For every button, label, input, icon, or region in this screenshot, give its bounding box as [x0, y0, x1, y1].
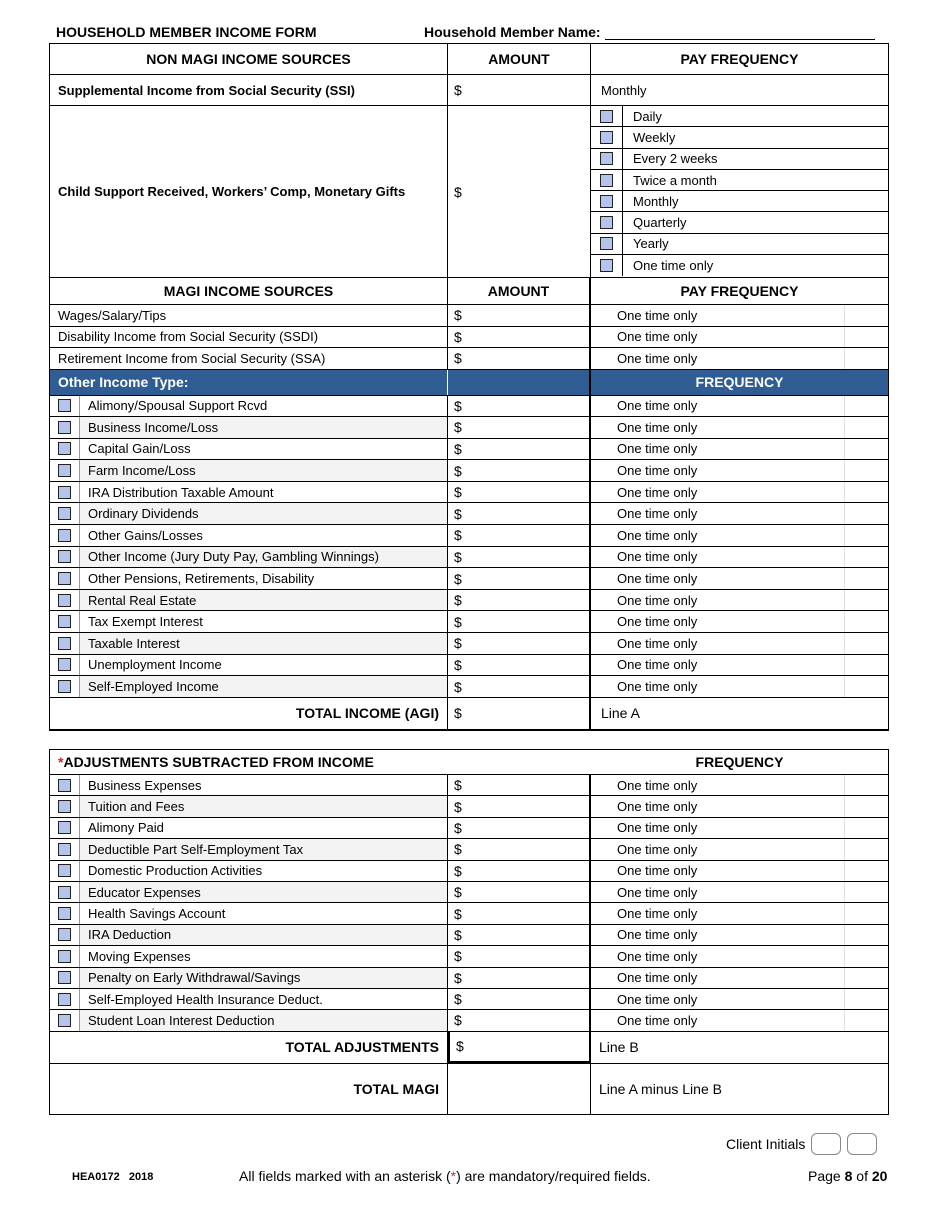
- other-income-frequency[interactable]: One time only: [617, 549, 698, 565]
- frequency-dropdown[interactable]: [844, 655, 888, 676]
- frequency-dropdown[interactable]: [844, 676, 888, 697]
- other-income-frequency[interactable]: One time only: [617, 463, 698, 479]
- adjustment-amount[interactable]: $: [448, 818, 591, 838]
- total-income-amount[interactable]: $: [448, 698, 591, 729]
- adjustment-frequency[interactable]: One time only: [617, 799, 698, 815]
- magi-label: Disability Income from Social Security (SSDI): [50, 327, 448, 348]
- other-income-amount[interactable]: $: [448, 482, 591, 503]
- other-income-amount[interactable]: $: [448, 525, 591, 546]
- other-income-label: IRA Distribution Taxable Amount: [88, 484, 274, 500]
- adjustment-row: [50, 839, 888, 860]
- adjustment-frequency[interactable]: One time only: [617, 777, 698, 793]
- frequency-dropdown[interactable]: [844, 633, 888, 654]
- frequency-dropdown[interactable]: [844, 1010, 888, 1030]
- form-title: HOUSEHOLD MEMBER INCOME FORM: [56, 24, 317, 40]
- other-income-frequency[interactable]: One time only: [617, 679, 698, 695]
- other-income-amount[interactable]: $: [448, 396, 591, 417]
- frequency-options: [591, 106, 888, 277]
- adjustment-frequency[interactable]: One time only: [617, 970, 698, 986]
- frequency-dropdown[interactable]: [844, 503, 888, 524]
- line-a-minus-b: Line A minus Line B: [599, 1080, 722, 1097]
- other-income-frequency[interactable]: One time only: [617, 657, 698, 673]
- child-support-label: Child Support Received, Workers’ Comp, Monetary Gifts: [50, 106, 448, 277]
- other-income-frequency[interactable]: One time only: [617, 635, 698, 651]
- adjustment-amount[interactable]: $: [448, 946, 591, 966]
- checkbox-icon[interactable]: [58, 821, 71, 834]
- adjustment-amount[interactable]: $: [448, 925, 591, 945]
- frequency-dropdown[interactable]: [844, 796, 888, 816]
- client-initials: [726, 1133, 877, 1155]
- other-income-row: [50, 439, 888, 461]
- frequency-dropdown[interactable]: [844, 925, 888, 945]
- other-income-label: Other Pensions, Retirements, Disability: [88, 571, 315, 587]
- adjustment-amount[interactable]: $: [448, 989, 591, 1009]
- total-income-label: TOTAL INCOME (AGI): [50, 698, 448, 729]
- frequency-dropdown[interactable]: [844, 525, 888, 546]
- other-income-frequency[interactable]: One time only: [617, 506, 698, 522]
- adjustment-amount[interactable]: $: [448, 775, 591, 795]
- checkbox-icon[interactable]: [58, 779, 71, 792]
- amount-header: AMOUNT: [448, 44, 591, 74]
- other-income-row: [50, 482, 888, 504]
- ssi-label: Supplemental Income from Social Security (SSI): [50, 75, 448, 105]
- other-income-row: [50, 590, 888, 612]
- frequency-option[interactable]: [591, 191, 888, 212]
- adjustment-row: [50, 946, 888, 967]
- frequency-option[interactable]: [591, 106, 888, 127]
- other-income-header: Other Income Type:: [50, 370, 448, 395]
- adjustment-row: [50, 775, 888, 796]
- frequency-dropdown[interactable]: [844, 305, 888, 326]
- checkbox-icon[interactable]: [58, 550, 71, 563]
- adjustment-label: IRA Deduction: [80, 925, 447, 945]
- other-income-frequency[interactable]: One time only: [617, 441, 698, 457]
- line-b: Line B: [599, 1039, 639, 1056]
- checkbox-icon[interactable]: [58, 843, 71, 856]
- checkbox-icon[interactable]: [58, 572, 71, 585]
- ssi-amount[interactable]: $: [448, 75, 591, 105]
- checkbox-icon[interactable]: [58, 800, 71, 813]
- other-income-amount[interactable]: $: [448, 568, 591, 589]
- other-income-amount[interactable]: $: [448, 611, 591, 632]
- magi-row: [50, 327, 888, 349]
- other-income-amount[interactable]: $: [448, 590, 591, 611]
- other-income-label: Farm Income/Loss: [80, 460, 447, 481]
- magi-frequency-header: PAY FREQUENCY: [680, 283, 799, 299]
- frequency-dropdown[interactable]: [844, 327, 888, 348]
- form-code: HEA0172 2018: [72, 1171, 154, 1183]
- adjustment-frequency[interactable]: One time only: [617, 863, 698, 879]
- adjustment-label: Health Savings Account: [88, 906, 226, 922]
- checkbox-icon[interactable]: [58, 886, 71, 899]
- frequency-option[interactable]: [591, 234, 888, 255]
- checkbox-icon[interactable]: [58, 637, 71, 650]
- frequency-dropdown[interactable]: [844, 903, 888, 923]
- adjustment-row: [50, 818, 888, 839]
- other-frequency-header: FREQUENCY: [695, 374, 784, 390]
- other-income-amount[interactable]: $: [448, 503, 591, 524]
- magi-amount[interactable]: $: [448, 348, 591, 369]
- frequency-option-label: Monthly: [633, 193, 679, 209]
- checkbox-icon[interactable]: [58, 907, 71, 920]
- total-magi-row: [50, 1064, 888, 1115]
- non-magi-header: NON MAGI INCOME SOURCES: [50, 44, 448, 74]
- total-magi-label: TOTAL MAGI: [50, 1064, 448, 1114]
- magi-amount[interactable]: $: [448, 327, 591, 348]
- other-income-label: Ordinary Dividends: [80, 503, 447, 524]
- other-income-label: Taxable Interest: [80, 633, 447, 654]
- adjustment-amount[interactable]: $: [448, 903, 591, 923]
- adjustment-amount[interactable]: $: [448, 796, 591, 816]
- frequency-option-label: Twice a month: [633, 172, 717, 188]
- required-asterisk: *: [58, 754, 64, 770]
- frequency-dropdown[interactable]: [844, 547, 888, 568]
- other-income-label: Rental Real Estate: [80, 590, 447, 611]
- other-income-frequency[interactable]: One time only: [617, 484, 698, 500]
- other-income-amount[interactable]: $: [448, 417, 591, 438]
- checkbox-icon[interactable]: [58, 529, 71, 542]
- other-income-frequency[interactable]: One time only: [617, 614, 698, 630]
- other-income-amount[interactable]: $: [448, 655, 591, 676]
- other-income-label: Business Income/Loss: [80, 417, 447, 438]
- adjustment-amount[interactable]: $: [448, 1010, 591, 1030]
- magi-frequency[interactable]: One time only: [617, 329, 698, 345]
- other-income-label: Unemployment Income: [88, 657, 222, 673]
- adjustment-amount[interactable]: $: [448, 839, 591, 859]
- adjustment-row: [50, 1010, 888, 1031]
- other-income-amount[interactable]: $: [448, 439, 591, 460]
- frequency-dropdown[interactable]: [844, 482, 888, 503]
- checkbox-icon[interactable]: [600, 110, 613, 123]
- total-magi-amount[interactable]: [448, 1064, 591, 1114]
- total-adjustments-label: TOTAL ADJUSTMENTS: [50, 1032, 448, 1063]
- adjustment-label: Alimony Paid: [88, 820, 164, 836]
- total-adjustments-amount[interactable]: $: [448, 1032, 591, 1063]
- magi-frequency[interactable]: One time only: [617, 350, 698, 366]
- ssi-row: [50, 75, 888, 106]
- other-income-row: [50, 633, 888, 655]
- other-income-label: Capital Gain/Loss: [88, 441, 191, 457]
- frequency-option-label: Quarterly: [633, 215, 687, 231]
- adjustments-table: [49, 749, 889, 1115]
- other-income-label: Self-Employed Income: [80, 676, 447, 697]
- ssi-frequency: Monthly: [601, 82, 647, 98]
- adjustment-label: Domestic Production Activities: [88, 863, 263, 879]
- adjustment-amount[interactable]: $: [448, 861, 591, 881]
- adjustment-label: Educator Expenses: [80, 882, 447, 902]
- frequency-dropdown[interactable]: [844, 818, 888, 838]
- checkbox-icon[interactable]: [600, 195, 613, 208]
- other-income-frequency[interactable]: One time only: [617, 571, 698, 587]
- other-income-row: [50, 676, 888, 698]
- frequency-dropdown[interactable]: [844, 611, 888, 632]
- frequency-dropdown[interactable]: [844, 417, 888, 438]
- magi-row: [50, 305, 888, 327]
- other-income-label: Other Income (Jury Duty Pay, Gambling Winnings): [80, 547, 447, 568]
- magi-label: Retirement Income from Social Security (SSA): [50, 348, 448, 369]
- adjustment-frequency[interactable]: One time only: [617, 991, 698, 1007]
- frequency-option-label: Weekly: [633, 129, 676, 145]
- adjustment-label: Business Expenses: [88, 777, 202, 793]
- child-support-row: [50, 106, 888, 278]
- checkbox-icon[interactable]: [58, 928, 71, 941]
- other-income-amount[interactable]: $: [448, 460, 591, 481]
- checkbox-icon[interactable]: [58, 680, 71, 693]
- adjustment-row: [50, 968, 888, 989]
- adjustment-row: [50, 989, 888, 1010]
- frequency-option[interactable]: [591, 170, 888, 191]
- checkbox-icon[interactable]: [58, 594, 71, 607]
- checkbox-icon[interactable]: [600, 216, 613, 229]
- other-income-row: [50, 568, 888, 590]
- frequency-option[interactable]: [591, 212, 888, 233]
- checkbox-icon[interactable]: [58, 950, 71, 963]
- adjustment-label: Moving Expenses: [88, 948, 191, 964]
- frequency-option-label: Every 2 weeks: [633, 151, 718, 167]
- other-income-row: [50, 396, 888, 418]
- adjustment-row: [50, 861, 888, 882]
- other-income-row: [50, 460, 888, 482]
- other-income-label: Tax Exempt Interest: [88, 614, 203, 630]
- non-magi-table: [49, 43, 889, 731]
- checkbox-icon[interactable]: [58, 615, 71, 628]
- adjustment-frequency[interactable]: One time only: [617, 948, 698, 964]
- checkbox-icon[interactable]: [58, 399, 71, 412]
- frequency-dropdown[interactable]: [844, 439, 888, 460]
- other-income-row: [50, 417, 888, 439]
- frequency-option[interactable]: [591, 127, 888, 148]
- frequency-option[interactable]: [591, 149, 888, 170]
- checkbox-icon[interactable]: [58, 442, 71, 455]
- magi-label: Wages/Salary/Tips: [50, 305, 448, 326]
- checkbox-icon[interactable]: [600, 131, 613, 144]
- other-income-row: [50, 547, 888, 569]
- total-adjustments-row: [50, 1032, 888, 1064]
- magi-header: MAGI INCOME SOURCES: [50, 278, 448, 304]
- frequency-dropdown[interactable]: [844, 775, 888, 795]
- frequency-dropdown[interactable]: [844, 839, 888, 859]
- frequency-dropdown[interactable]: [844, 590, 888, 611]
- other-income-row: [50, 655, 888, 677]
- adjustment-label: Tuition and Fees: [80, 796, 447, 816]
- checkbox-icon[interactable]: [600, 174, 613, 187]
- magi-frequency[interactable]: One time only: [617, 307, 698, 323]
- member-name-field[interactable]: [424, 24, 875, 40]
- checkbox-icon[interactable]: [58, 486, 71, 499]
- frequency-dropdown[interactable]: [844, 882, 888, 902]
- frequency-dropdown[interactable]: [844, 396, 888, 417]
- magi-amount-header: AMOUNT: [448, 278, 591, 304]
- frequency-option-label: Yearly: [633, 236, 669, 252]
- adjustments-header: ADJUSTMENTS SUBTRACTED FROM INCOME: [63, 754, 374, 770]
- frequency-option[interactable]: [591, 255, 888, 276]
- other-income-frequency[interactable]: One time only: [617, 419, 698, 435]
- adjustment-frequency[interactable]: One time only: [617, 884, 698, 900]
- child-support-amount[interactable]: $: [448, 106, 591, 277]
- adjustment-frequency[interactable]: One time only: [617, 841, 698, 857]
- magi-row: [50, 348, 888, 370]
- adjustment-frequency[interactable]: One time only: [617, 927, 698, 943]
- other-income-header-row: [50, 370, 888, 396]
- checkbox-icon[interactable]: [58, 1014, 71, 1027]
- adjustment-label: Deductible Part Self-Employment Tax: [80, 839, 447, 859]
- checkbox-icon[interactable]: [58, 507, 71, 520]
- frequency-option-label: One time only: [633, 258, 714, 274]
- adjustment-row: [50, 925, 888, 946]
- adjustments-header-row: [50, 750, 888, 775]
- other-income-label: Alimony/Spousal Support Rcvd: [88, 398, 268, 414]
- adjustment-label: Self-Employed Health Insurance Deduct.: [88, 991, 323, 1007]
- frequency-dropdown[interactable]: [844, 861, 888, 881]
- adjustment-label: Student Loan Interest Deduction: [80, 1010, 447, 1030]
- magi-amount[interactable]: $: [448, 305, 591, 326]
- adjustment-frequency[interactable]: One time only: [617, 1012, 698, 1028]
- frequency-dropdown[interactable]: [844, 568, 888, 589]
- adjustment-amount[interactable]: $: [448, 882, 591, 902]
- other-income-frequency[interactable]: One time only: [617, 398, 698, 414]
- adjustment-row: [50, 882, 888, 903]
- checkbox-icon[interactable]: [600, 152, 613, 165]
- other-income-amount[interactable]: $: [448, 633, 591, 654]
- required-fields-note: All fields marked with an asterisk (*) are mandatory/required fields.: [239, 1168, 651, 1184]
- frequency-dropdown[interactable]: [844, 946, 888, 966]
- member-name-label: Household Member Name:: [424, 24, 601, 40]
- adjustments-frequency-header: FREQUENCY: [695, 754, 784, 770]
- member-name-line[interactable]: [605, 25, 875, 40]
- page-number: Page 8 of 20: [808, 1168, 888, 1184]
- line-a: Line A: [601, 705, 640, 722]
- frequency-option-label: Daily: [633, 108, 662, 124]
- checkbox-icon[interactable]: [58, 864, 71, 877]
- pay-frequency-header: PAY FREQUENCY: [680, 51, 799, 67]
- adjustment-row: [50, 796, 888, 817]
- total-income-row: [50, 698, 888, 731]
- checkbox-icon[interactable]: [600, 259, 613, 272]
- other-income-row: [50, 611, 888, 633]
- adjustment-row: [50, 903, 888, 924]
- other-income-amount[interactable]: $: [448, 676, 591, 697]
- checkbox-icon[interactable]: [58, 421, 71, 434]
- checkbox-icon[interactable]: [58, 464, 71, 477]
- other-income-row: [50, 503, 888, 525]
- other-income-amount[interactable]: $: [448, 547, 591, 568]
- frequency-dropdown[interactable]: [844, 989, 888, 1009]
- client-initials-box-1[interactable]: [811, 1133, 841, 1155]
- frequency-dropdown[interactable]: [844, 460, 888, 481]
- other-income-row: [50, 525, 888, 547]
- other-income-frequency[interactable]: One time only: [617, 527, 698, 543]
- checkbox-icon[interactable]: [58, 658, 71, 671]
- client-initials-label: Client Initials: [726, 1136, 806, 1152]
- checkbox-icon[interactable]: [58, 993, 71, 1006]
- checkbox-icon[interactable]: [58, 971, 71, 984]
- frequency-dropdown[interactable]: [844, 968, 888, 988]
- adjustment-amount[interactable]: $: [448, 968, 591, 988]
- other-income-frequency[interactable]: One time only: [617, 592, 698, 608]
- frequency-dropdown[interactable]: [844, 348, 888, 369]
- adjustment-frequency[interactable]: One time only: [617, 906, 698, 922]
- adjustment-label: Penalty on Early Withdrawal/Savings: [80, 968, 447, 988]
- adjustment-frequency[interactable]: One time only: [617, 820, 698, 836]
- other-income-label: Other Gains/Losses: [88, 527, 203, 543]
- checkbox-icon[interactable]: [600, 237, 613, 250]
- client-initials-box-2[interactable]: [847, 1133, 877, 1155]
